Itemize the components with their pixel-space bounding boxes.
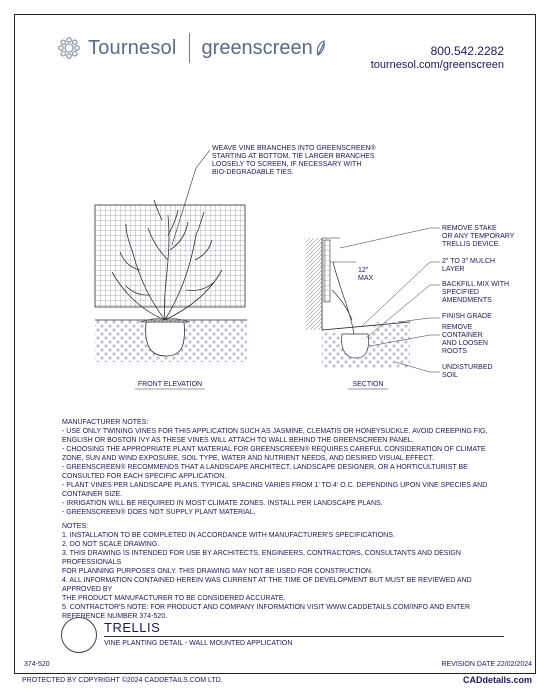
manufacturer-note: ZONE, SUN AND WIND EXPOSURE, SOIL TYPE, WATER AND NUTRIENT NEEDS, AND DESIRED VISUAL EFFECT.: [62, 455, 434, 462]
svg-text:OR ANY TEMPORARY: OR ANY TEMPORARY: [442, 233, 515, 240]
copyright-notice: PROTECTED BY COPYRIGHT ©2024 CADDETAILS.COM LTD.: [22, 677, 223, 684]
section-callout-text: [442, 225, 515, 379]
general-note: THE PRODUCT MANUFACTURER TO BE CONSIDERED ACCURATE.: [62, 595, 286, 602]
manufacturer-note: - GREENSCREEN® RECOMMENDS THAT A LANDSCAPE ARCHITECT, LANDSCAPE DESIGNER, OR A HORTICULTURIST BE: [62, 464, 468, 471]
general-note: 2. DO NOT SCALE DRAWING.: [62, 541, 160, 548]
general-note: 4. ALL INFORMATION CONTAINED HEREIN WAS CURRENT AT THE TIME OF DEVELOPMENT BUT MUST BE REVIEWED AND APPROVED BY: [62, 577, 472, 593]
svg-text:SPECIFIED: SPECIFIED: [442, 289, 479, 296]
svg-text:BIO-DEGRADABLE TIES.: BIO-DEGRADABLE TIES.: [212, 169, 294, 176]
manufacturer-note: ENGLISH OR BOSTON IVY AS THESE VINES WILL ATTACH TO WALL BEHIND THE GREENSCREEN PANEL.: [62, 437, 414, 444]
footer-bar: [14, 674, 536, 688]
weave-callout-text: [212, 144, 376, 176]
caddetails-logo[interactable]: CADdetails.com: [462, 675, 532, 685]
svg-text:ROOTS: ROOTS: [442, 348, 467, 355]
drawing-title: TRELLIS: [104, 620, 161, 635]
svg-text:TRELLIS DEVICE.: TRELLIS DEVICE.: [442, 241, 501, 248]
general-note: FOR PLANNING PURPOSES ONLY. THIS DRAWING MAY NOT BE USED FOR CONSTRUCTION.: [62, 568, 373, 575]
title-symbol: [61, 617, 97, 653]
svg-text:FINISH GRADE: FINISH GRADE: [442, 313, 492, 320]
svg-text:2" TO 3" MULCH: 2" TO 3" MULCH: [442, 258, 495, 265]
phone-number: 800.542.2282: [430, 44, 504, 58]
manufacturer-note: - IRRIGATION WILL BE REQUIRED IN MOST CLIMATE ZONES. INSTALL PER LANDSCAPE PLANS.: [62, 500, 383, 507]
general-note: 5. CONTRACTOR'S NOTE: FOR PRODUCT AND COMPANY INFORMATION VISIT WWW.CADDETAILS.COM/INFO AND ENTER: [62, 604, 471, 611]
svg-text:BACKFILL MIX WITH: BACKFILL MIX WITH: [442, 281, 510, 288]
svg-text:STARTING AT BOTTOM. TIE LARGER: STARTING AT BOTTOM. TIE LARGER BRANCHES: [212, 153, 375, 160]
manufacturer-note: CONSULTED FOR EACH SPECIFIC APPLICATION.: [62, 473, 227, 480]
drawing-number: 374-520: [24, 661, 50, 668]
general-note: 3. THIS DRAWING IS INTENDED FOR USE BY ARCHITECTS, ENGINEERS, CONTRACTORS, CONSULTANTS AND DESIGN PROFESSIONALS: [62, 550, 461, 566]
notes-section: [62, 418, 502, 621]
svg-text:SOIL: SOIL: [442, 372, 458, 379]
section-greenscreen: [324, 240, 330, 302]
manufacturer-note: - GREENSCREEN® DOES NOT SUPPLY PLANT MATERIAL.: [62, 509, 256, 516]
brand-tournesol: Tournesol: [88, 36, 177, 59]
manufacturer-note: CONTAINER SIZE.: [62, 491, 123, 498]
front-elevation-label: FRONT ELEVATION: [137, 381, 203, 388]
manufacturer-notes-header: MANUFACTURER NOTES:: [62, 419, 149, 426]
dimension-label-max: MAX: [358, 275, 374, 282]
svg-text:AMENDMENTS: AMENDMENTS: [442, 297, 492, 304]
title-rule: [104, 636, 504, 637]
manufacturer-note: - CHOOSING THE APPROPRIATE PLANT MATERIAL FOR GREENSCREEN® REQUIRES CAREFUL CONSIDERATION OF CLIMATE: [62, 446, 486, 453]
website-url: tournesol.com/greenscreen: [370, 59, 504, 71]
revision-date: REVISION DATE 22/02/2024: [441, 661, 532, 668]
dimension-label: 12": [358, 267, 369, 274]
notes-header: NOTES:: [62, 523, 89, 530]
general-note: 1. INSTALLATION TO BE COMPLETED IN ACCORDANCE WITH MANUFACTURER'S SPECIFICATIONS.: [62, 532, 395, 539]
section-label: SECTION: [352, 381, 384, 388]
general-note: REFERENCE NUMBER 374-520.: [62, 613, 168, 620]
greenscreen-panel: [95, 205, 245, 307]
manufacturer-note: - PLANT VINES PER LANDSCAPE PLANS. TYPICAL SPACING VARIES FROM 1' TO 4' O.C. DEPENDING UPON VINE SPECIES AND: [62, 482, 488, 489]
svg-text:REMOVE: REMOVE: [442, 324, 473, 331]
section-vine: [332, 262, 354, 334]
svg-text:CONTAINER: CONTAINER: [442, 332, 483, 339]
drawing-subtitle: VINE PLANTING DETAIL - WALL MOUNTED APPLICATION: [104, 640, 293, 647]
svg-text:WEAVE VINE BRANCHES INTO GREEN: WEAVE VINE BRANCHES INTO GREENSCREEN®: [212, 145, 376, 152]
section-view: [306, 225, 515, 389]
manufacturer-note: - USE ONLY TWINING VINES FOR THIS APPLICATION SUCH AS JASMINE, CLEMATIS OR HONEYSUCKLE. AVOID CREEPING FIG,: [62, 428, 488, 435]
root-ball: [146, 322, 185, 356]
svg-text:REMOVE STAKE: REMOVE STAKE: [442, 225, 497, 232]
svg-text:UNDISTURBED: UNDISTURBED: [442, 364, 493, 371]
svg-text:AND LOOSEN: AND LOOSEN: [442, 340, 488, 347]
svg-text:LOOSELY TO SCREEN, IF NECESSAR: LOOSELY TO SCREEN, IF NECESSARY WITH: [212, 161, 362, 168]
wall-hatch: [306, 238, 322, 330]
svg-text:LAYER: LAYER: [442, 266, 465, 273]
brand-greenscreen: greenscreen: [201, 36, 313, 59]
